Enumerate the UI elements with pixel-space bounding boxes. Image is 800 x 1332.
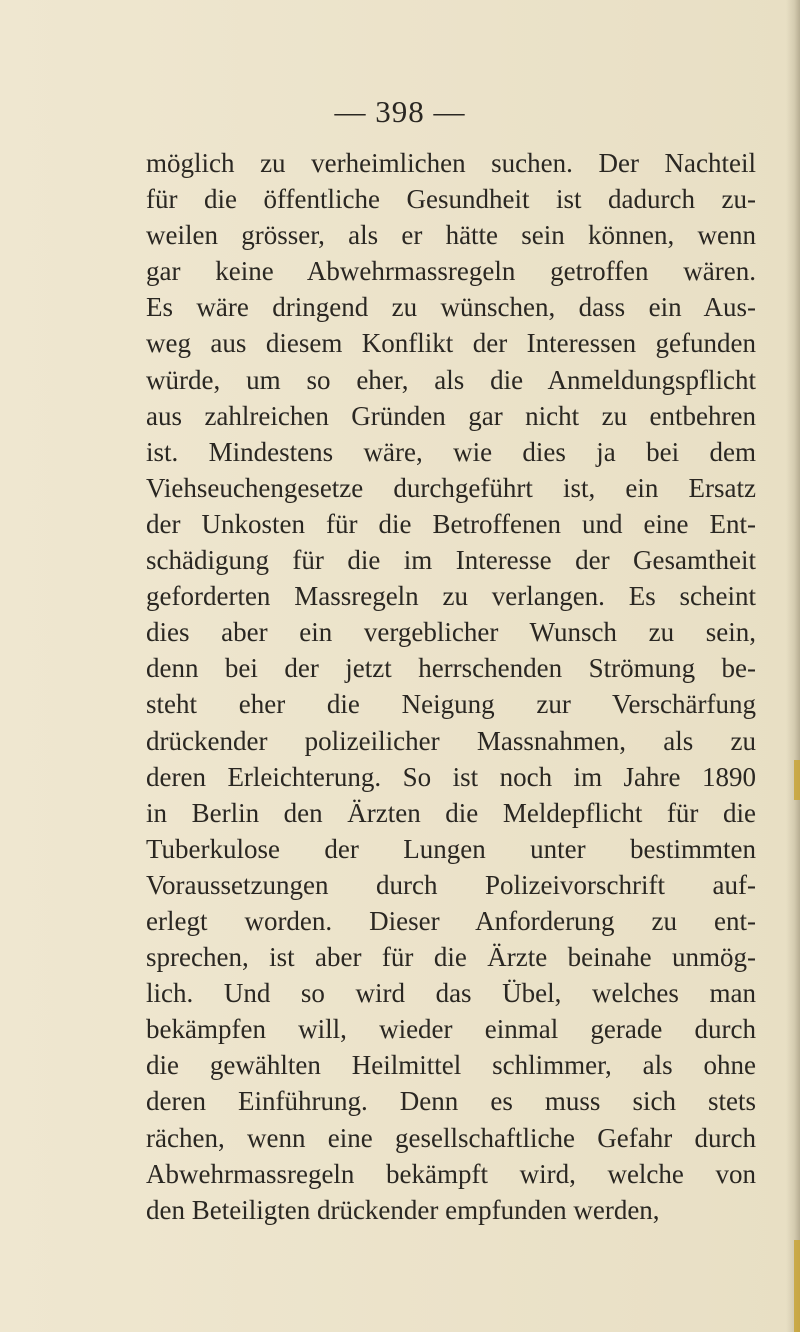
text-line: schädigung für die im Interesse der Gesamtheit <box>146 545 756 576</box>
text-line: dies aber ein vergeblicher Wunsch zu sein, <box>146 617 756 648</box>
text-line: Tuberkulose der Lungen unter bestimmten <box>146 833 756 864</box>
text-line: Voraussetzungen durch Polizeivorschrift auf- <box>146 869 756 900</box>
text-line: aus zahlreichen Gründen gar nicht zu entbehren <box>146 400 756 431</box>
text-line: bekämpfen will, wieder einmal gerade durch <box>146 1014 756 1045</box>
text-line: erlegt worden. Dieser Anforderung zu ent- <box>146 905 756 936</box>
text-line: gar keine Abwehrmassregeln getroffen wären. <box>146 256 756 287</box>
text-line: lich. Und so wird das Übel, welches man <box>146 978 756 1009</box>
text-line: für die öffentliche Gesundheit ist dadurch zu- <box>146 184 756 215</box>
text-line: Es wäre dringend zu wünschen, dass ein Aus- <box>146 292 756 323</box>
page-edge-shadow <box>786 0 800 1332</box>
text-line: möglich zu verheimlichen suchen. Der Nachteil <box>146 148 756 178</box>
text-line: steht eher die Neigung zur Verschärfung <box>146 689 756 720</box>
text-line: Abwehrmassregeln bekämpft wird, welche von <box>146 1158 756 1189</box>
page-number: — 398 — <box>334 94 466 129</box>
text-line: die gewählten Heilmittel schlimmer, als ohne <box>146 1050 756 1081</box>
text-line: weg aus diesem Konflikt der Interessen gefunden <box>146 328 756 359</box>
text-line: denn bei der jetzt herrschenden Strömung be- <box>146 653 756 684</box>
text-line: ist. Mindestens wäre, wie dies ja bei dem <box>146 436 756 467</box>
text-line: Viehseuchengesetze durchgeführt ist, ein Ersatz <box>146 472 756 503</box>
text-line: deren Erleichterung. So ist noch im Jahre 1890 <box>146 761 756 792</box>
text-line: deren Einführung. Denn es muss sich stets <box>146 1086 756 1117</box>
text-line: sprechen, ist aber für die Ärzte beinahe unmög- <box>146 942 756 973</box>
text-line: rächen, wenn eine gesellschaftliche Gefahr durch <box>146 1122 756 1153</box>
text-line: geforderten Massregeln zu verlangen. Es scheint <box>146 581 756 612</box>
text-line: weilen grösser, als er hätte sein können, wenn <box>146 220 756 251</box>
text-line: in Berlin den Ärzten die Meldepflicht für die <box>146 797 756 828</box>
text-line: würde, um so eher, als die Anmeldungspflicht <box>146 364 756 395</box>
text-line: drückender polizeilicher Massnahmen, als zu <box>146 725 756 756</box>
page-edge-mark <box>794 760 800 800</box>
page-edge-mark <box>794 1240 800 1332</box>
text-line: den Beteiligten drückender empfunden werden, <box>146 1194 660 1225</box>
text-line: der Unkosten für die Betroffenen und eine Ent- <box>146 508 756 539</box>
body-text <box>146 145 756 1228</box>
